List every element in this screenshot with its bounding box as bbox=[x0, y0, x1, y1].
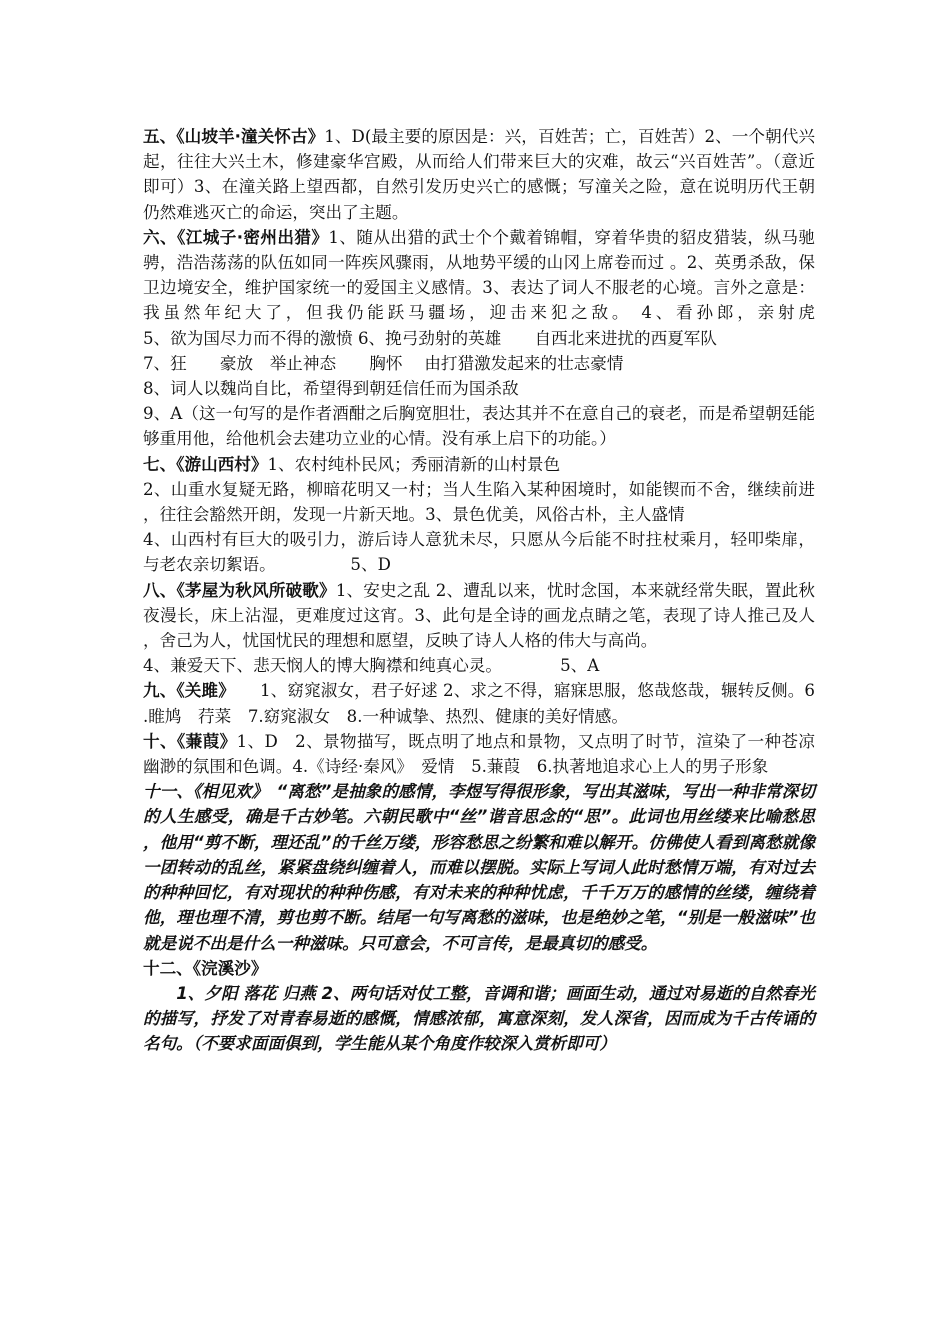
section-7-line-4: 4、山西村有巨大的吸引力，游后诗人意犹未尽，只愿从今后能不时拄杖乘月，轻叩柴扉，与老农亲切絮语。 5、D bbox=[143, 530, 815, 575]
section-10-body: 1、D 2、景物描写，既点明了地点和景物，又点明了时节，渲染了一种苍凉幽渺的氛围和色调。4.《诗经·秦风》 爱情 5.蒹葭 6.执著地追求心上人的男子形象 bbox=[143, 731, 815, 777]
section-8-heading: 八、《茅屋为秋风所破歌》 bbox=[143, 580, 336, 600]
section-8-line-4: 4、兼爱天下、悲天悯人的博大胸襟和纯真心灵。 5、A bbox=[143, 656, 600, 676]
section-6 bbox=[143, 225, 948, 351]
section-7-heading: 七、《游山西村》 bbox=[143, 454, 268, 474]
section-11 bbox=[143, 779, 815, 955]
section-7-body: 1、农村纯朴民风；秀丽清新的山村景色 bbox=[267, 454, 561, 474]
section-12-body: 1、夕阳 落花 归燕 2、两句话对仗工整，音调和谐；画面生动，通过对易逝的自然春光的描写，抒发了对青春易逝的感慨，情感浓郁，寓意深刻，发人深省，因而成为千古传诵的名句。（不要求面面俱到，学生能从某个角度作较深入赏析即可） bbox=[143, 983, 815, 1054]
section-11-heading: 十一、《相见欢》 bbox=[143, 782, 260, 802]
answer-document bbox=[143, 124, 948, 1057]
section-9-body: 1、窈窕淑女，君子好逑 2、求之不得，寤寐思服，悠哉悠哉，辗转反侧。6.睢鸠 荇菜 7.窈窕淑女 8.一种诚挚、热烈、健康的美好情感。 bbox=[143, 681, 815, 726]
section-5-heading: 五、《山坡羊·潼关怀古》 bbox=[143, 127, 325, 146]
section-6-line-8: 8、词人以魏尚自比，希望得到朝廷信任而为国杀敌 bbox=[143, 379, 519, 399]
section-10-heading: 十、《蒹葭》 bbox=[143, 731, 237, 751]
section-9 bbox=[143, 678, 815, 728]
section-12-heading: 十二、《浣溪沙》 bbox=[143, 958, 268, 978]
section-8 bbox=[143, 578, 815, 654]
section-6-line-9: 9、A（这一句写的是作者酒酣之后胸宽胆壮，表达其并不在意自己的衰老，而是希望朝廷能够重用他，给他机会去建功立业的心情。没有承上启下的功能。） bbox=[143, 404, 815, 449]
section-7-line-2: 2、山重水复疑无路，柳暗花明又一村；当人生陷入某种困境时，如能锲而不舍，继续前进，往往会豁然开朗，发现一片新天地。3、景色优美，风俗古朴，主人盛情 bbox=[143, 479, 815, 525]
section-11-body: “离愁”是抽象的感情，李煜写得很形象，写出其滋味，写出一种非常深切的人生感受，确是千古妙笔。六朝民歌中“丝”谐音思念的“思”。此词也用丝缕来比喻愁思，他用“剪不断，理还乱”的千丝万缕，形容愁思之纷繁和难以解开。仿佛使人看到离愁就像一团转动的乱丝，紧紧盘绕纠缠着人，而难以摆脱。实际上写词人此时愁情万端，有对过去的种种回忆，有对现状的种种伤感，有对未来的种种忧虑，千千万万的感情的丝缕，缠绕着他，理也理不清，剪也剪不断。结尾一句写离愁的滋味，也是绝妙之笔，“别是一般滋味”也就是说不出是什么一种滋味。只可意会，不可言传，是最真切的感受。 bbox=[143, 782, 815, 953]
section-5-body: 1、D(最主要的原因是：兴，百姓苦；亡，百姓苦）2、一个朝代兴起，往往大兴土木，修建豪华宫殿，从而给人们带来巨大的灾难，故云“兴百姓苦”。（意近即可）3、在潼关路上望西都，自然引发历史兴亡的感慨；写潼关之险，意在说明历代王朝仍然难逃灭亡的命运，突出了主题。 bbox=[143, 127, 815, 222]
section-6-line-7: 7、狂 豪放 举止神态 胸怀 由打猎激发起来的壮志豪情 bbox=[143, 353, 624, 373]
section-10 bbox=[143, 729, 815, 779]
section-7 bbox=[143, 452, 815, 477]
section-8-body: 1、安史之乱 2、遭乱以来，忧时念国，本来就经常失眠，置此秋夜漫长，床上沾湿，更难度过这宵。3、此句是全诗的画龙点睛之笔，表现了诗人推己及人，舍己为人，忧国忧民的理想和愿望，反映了诗人人格的伟大与高尚。 bbox=[143, 580, 816, 651]
section-6-body: 1、随从出猎的武士个个戴着锦帽，穿着华贵的貂皮猎装，纵马驰骋，浩浩荡荡的队伍如同一阵疾风骤雨，从地势平缓的山冈上席卷而过 。2、英勇杀敌，保卫边境安全，维护国家统一的爱国主义感情。3、表达了词人不服老的心境。言外之意是：我虽然年纪大了，但我仍能跃马疆场，迎击来犯之敌。 4、看孙郎，亲射虎 5、欲为国尽力而不得的激愤 6、挽弓劲射的英雄 自西北来进扰的西夏军队 bbox=[143, 227, 948, 348]
section-6-heading: 六、《江城子·密州出猎》 bbox=[143, 227, 329, 247]
section-9-heading: 九、《关雎》 bbox=[143, 681, 227, 701]
section-5 bbox=[143, 124, 815, 225]
